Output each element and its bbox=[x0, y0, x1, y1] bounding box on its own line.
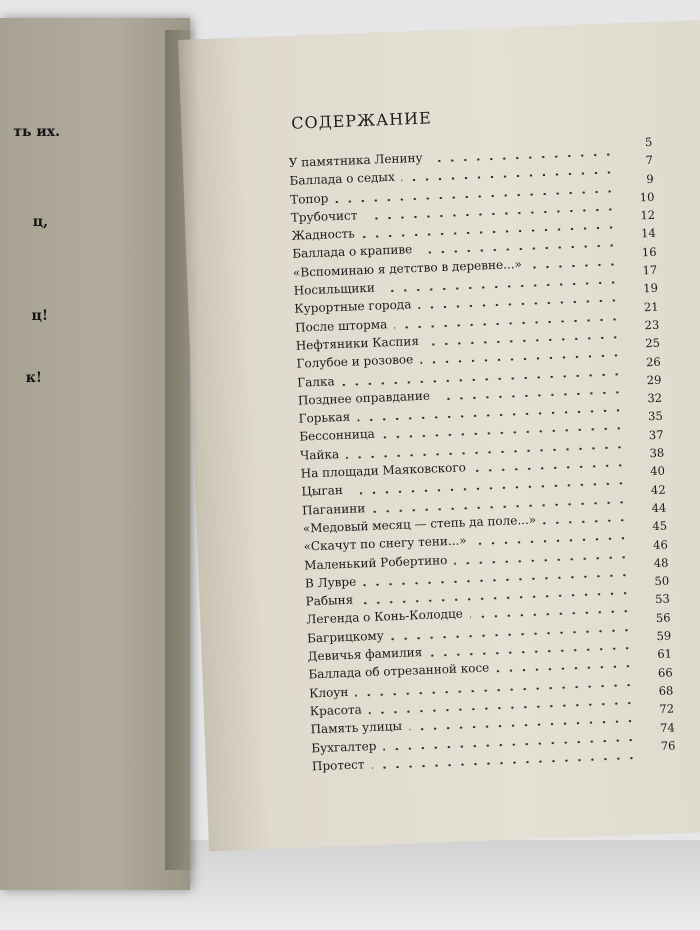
toc-entry-title: У памятника Ленину bbox=[288, 150, 423, 170]
toc-entry-title: Паганини bbox=[301, 500, 366, 518]
toc-entry-title: Трубочист bbox=[290, 208, 358, 225]
toc-entry-page-number: 5 bbox=[644, 134, 653, 150]
left-page-text-line: к! bbox=[25, 370, 42, 386]
toc-entry-page-number: 17 bbox=[642, 262, 658, 278]
right-page bbox=[178, 20, 700, 851]
left-page-text-line: ть их. bbox=[13, 124, 60, 140]
toc-entry-title: После шторма bbox=[294, 316, 388, 335]
toc-entry-page-number: 21 bbox=[643, 299, 659, 314]
toc-entry-title: «Скачут по снегу тени...» bbox=[303, 533, 467, 554]
toc-entry-page-number: 74 bbox=[659, 719, 676, 735]
toc-entry-title: Нефтяники Каспия bbox=[295, 333, 420, 353]
left-page-text-line: ц, bbox=[32, 214, 48, 230]
toc-entry-title: Маленький Робертино bbox=[303, 552, 448, 573]
toc-entry-title: Носильщики bbox=[293, 280, 376, 298]
toc-entry-title: Голубое и розовое bbox=[296, 352, 414, 371]
toc-entry-title: Протест bbox=[311, 757, 365, 774]
toc-entry-page-number: 29 bbox=[646, 372, 662, 388]
toc-entry-page-number: 76 bbox=[660, 738, 676, 753]
toc-entry-title: Позднее оправдание bbox=[297, 388, 431, 408]
toc-entry-title: Галка bbox=[296, 373, 335, 390]
toc-entry-page-number: 32 bbox=[647, 390, 663, 406]
toc-entry-title: На площади Маяковского bbox=[300, 460, 467, 481]
toc-heading: СОДЕРЖАНИЕ bbox=[290, 108, 433, 133]
toc-entry-page-number: 12 bbox=[640, 208, 656, 223]
toc-entry-title: Цыган bbox=[301, 483, 344, 499]
toc-entry-page-number: 53 bbox=[654, 591, 671, 607]
toc-entry-page-number: 23 bbox=[644, 317, 660, 333]
toc-entry-page-number: 26 bbox=[645, 354, 661, 369]
dot-leader bbox=[372, 757, 638, 769]
toc-entry-page-number: 19 bbox=[642, 281, 659, 296]
toc-entry-page-number: 48 bbox=[653, 555, 669, 570]
toc-entry-title: Легенда о Конь-Колодце bbox=[306, 606, 464, 627]
toc-entry-title: Горькая bbox=[298, 409, 351, 426]
toc-entry-page-number: 10 bbox=[639, 189, 655, 205]
left-page-text-line: ц! bbox=[31, 308, 48, 324]
toc-entry-title: Красота bbox=[309, 702, 362, 719]
toc-entry-page-number: 45 bbox=[652, 518, 668, 534]
toc-entry-title: Клоун bbox=[308, 684, 349, 701]
toc-entry-title: Топор bbox=[289, 190, 329, 207]
toc-entry-page-number: 40 bbox=[650, 463, 666, 479]
dot-leader bbox=[543, 519, 629, 524]
table-of-contents bbox=[288, 134, 676, 775]
toc-entry-page-number: 59 bbox=[656, 628, 672, 644]
toc-entry-page-number: 16 bbox=[641, 244, 657, 260]
toc-entry-title: Баллада о крапиве bbox=[292, 242, 413, 262]
toc-entry-title: Память улицы bbox=[310, 719, 403, 737]
toc-entry-title: Бухгалтер bbox=[311, 738, 377, 755]
toc-entry-title: Бессонница bbox=[299, 427, 375, 445]
toc-entry-page-number: 56 bbox=[655, 610, 671, 625]
toc-entry-title: Чайка bbox=[299, 446, 340, 463]
dot-leader bbox=[529, 263, 619, 268]
toc-entry-title: Девичья фамилия bbox=[307, 645, 423, 664]
toc-entry-page-number: 25 bbox=[645, 335, 661, 351]
toc-entry-title: «Вспоминаю я детство в деревне...» bbox=[292, 256, 523, 280]
toc-entry-page-number: 46 bbox=[652, 537, 668, 552]
toc-entry-page-number: 50 bbox=[654, 573, 670, 589]
book-gutter-shadow bbox=[165, 30, 199, 870]
toc-entry-page-number: 14 bbox=[640, 226, 657, 241]
toc-entry-title: Баллада об отрезанной косе bbox=[308, 660, 490, 682]
toc-entry-page-number: 61 bbox=[657, 646, 673, 662]
toc-entry-page-number: 42 bbox=[650, 482, 666, 497]
toc-entry-title: В Лувре bbox=[304, 574, 357, 591]
toc-entry-page-number: 72 bbox=[659, 701, 675, 717]
toc-entry-page-number: 7 bbox=[645, 153, 654, 168]
toc-entry-title: Багрицкому bbox=[306, 628, 385, 646]
toc-entry-title: Рабыня bbox=[305, 592, 354, 609]
toc-entry-title: Жадность bbox=[291, 226, 355, 243]
toc-entry-title: Курортные города bbox=[294, 297, 412, 317]
toc-entry-title: «Медовый месяц — степь да поле...» bbox=[302, 512, 537, 536]
toc-entry-page-number: 37 bbox=[648, 427, 664, 442]
toc-entry-page-number: 35 bbox=[647, 409, 664, 424]
toc-entry-page-number: 38 bbox=[649, 445, 665, 461]
left-page bbox=[0, 18, 190, 890]
toc-entry-page-number: 66 bbox=[657, 665, 673, 680]
toc-entry-page-number: 44 bbox=[651, 500, 667, 516]
toc-entry-title: Баллада о седых bbox=[289, 170, 396, 189]
toc-entry-page-number: 9 bbox=[646, 171, 654, 186]
toc-entry-page-number: 68 bbox=[658, 683, 674, 698]
